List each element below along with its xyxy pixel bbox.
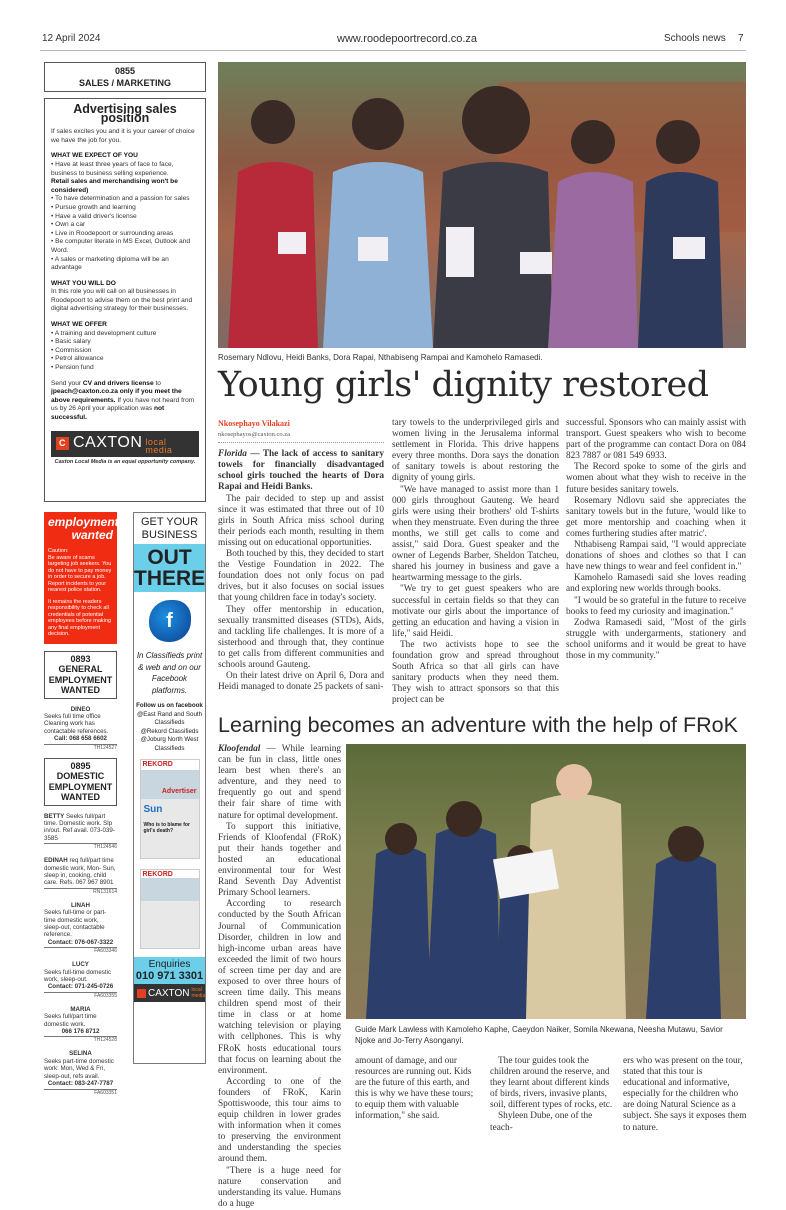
listing-ref: TH124527: [44, 744, 117, 751]
paragraph: On their latest drive on April 6, Dora and Heidi managed to donate 25 packets of sani-: [218, 671, 384, 693]
expect-item: • Own a car: [51, 221, 86, 229]
dateline: Florida: [218, 449, 247, 460]
paragraph: tary towels to the underprivileged girls and women living in the Jerusalema informal settlement in Florida. This drive happens every three months. Dora says the donation of sanitary towels is about restoring the dignity of young girls.: [392, 418, 559, 484]
section-name: Schools news: [664, 33, 726, 44]
paper-title: Sun: [143, 804, 163, 815]
expect-note: Retail sales and merchandising won't be considered): [51, 178, 178, 194]
listing-ref: FA603351: [44, 1089, 117, 1096]
listing-text: Seeks full/part time domestic work.: [44, 1013, 97, 1028]
caxton-sub: local media: [191, 987, 206, 999]
listing-text: Seeks full-time or part-time domestic work, sleep-out, contactable reference.: [44, 909, 107, 939]
listing-ref: RN131614: [44, 888, 117, 895]
listing-text: Seeks full-time domestic work, sleep-out.: [44, 968, 112, 984]
caxton-sub: local media: [145, 436, 173, 456]
listing-text: Seeks full/part time. Domestic work. Slp in/out. Ref avail. 073-039-3585: [44, 812, 115, 842]
paragraph: Nthabiseng Rampai said, "I would appreciate donations of shoes and clothes so that I can have new things to wear and feel confident in.": [566, 540, 746, 573]
caxton-wordmark: CAXTON: [73, 434, 143, 452]
paper-title: Advertiser: [161, 788, 197, 795]
advertising-sales-ad: [44, 98, 206, 502]
paragraph: According to one of the founders of FRoK, Karin Spottiswoode, this tour aims to equip children in lower grades with information when it comes to preserving the environment and understanding the species around them.: [218, 1076, 341, 1165]
article2-column-3: [490, 1056, 614, 1134]
send-text: Send your: [51, 379, 83, 387]
send-text: not successful.: [51, 405, 165, 421]
paragraph: ers who was present on the tour, stated that this tour is educational and informative, especially for the children who are doing Natural Science as a subject. She says it exposes them to nature.: [623, 1056, 747, 1133]
paragraph: Zodwa Ramasedi said, "Most of the girls struggle with undergarments, stationery and school uniforms and it would be great to have those in my community.": [566, 617, 746, 661]
equal-opportunity: Caxton Local Media is an equal opportunity company.: [54, 458, 196, 465]
listing-text: Seeks part-time domestic work: Mon, Wed & Fri, sleep-out, refs avail.: [44, 1057, 114, 1080]
photo-caption: Rosemary Ndlovu, Heidi Banks, Dora Rapai, Nthabiseng Rampai and Kamohelo Ramasedi.: [218, 353, 543, 362]
article2-column-4: [623, 1056, 747, 1134]
emp-title: wanted: [71, 528, 113, 542]
paragraph: The pair decided to step up and assist since it was estimated that three out of 10 girls in South Africa miss school during their periods each month, resulting in them missing out on educational opportunities.: [218, 493, 384, 548]
issue-date: 12 April 2024: [42, 33, 101, 44]
send-text: If you have not heard from us by 26 April your application was: [51, 396, 195, 413]
paragraph: The two activists hope to see the foundation grow and spread throughout South Africa so that all girls can have sanitary products when they need them. They wish to attract sponsors so that this project can be: [392, 639, 559, 706]
send-text: to: [153, 379, 161, 387]
paragraph: The Record spoke to some of the girls and women about what they wish to receive in the future besides sanitary towels.: [566, 462, 746, 495]
article1-column-1: [218, 418, 384, 693]
listing-ref: FA603346: [44, 947, 117, 954]
paragraph: Rosemary Ndlovu said she appreciates the sanitary towels but in the future, 'would like to get more mentorship and coaching when it comes furthering studies after matric'.: [566, 495, 746, 539]
caxton-wordmark: CAXTON: [148, 987, 190, 999]
apply-email[interactable]: jpeach@caxton.co.za only if you meet the above requirements.: [51, 388, 182, 404]
expect-item: • Have a valid driver's license: [51, 212, 137, 220]
expect-item: • Pursue growth and learning: [51, 203, 136, 211]
offer-heading: WHAT WE OFFER: [51, 321, 107, 329]
domestic-employment-heading: 0895 DOMESTIC EMPLOYMENT WANTED: [44, 758, 117, 806]
listing-name: LUCY: [72, 961, 89, 969]
offer-item: • Basic salary: [51, 338, 91, 346]
paper-headline: Who is to blame for girl's death?: [143, 822, 190, 834]
facebook-icon[interactable]: f: [149, 600, 191, 642]
site-url[interactable]: www.roodepoortrecord.co.za: [337, 33, 478, 45]
paragraph: "We have managed to assist more than 1 000 girls throughout Gauteng. We heard girls were using their brothers' old T-shirts when they menstruate. Even during the three months, we still get calls to come and assist," said Dora. Guest speaker and the owner of Legends Barber, Sheldon Tatcheu, shared his journey in business and gave a heartwarming message to the girls.: [392, 484, 559, 584]
listing-name: MARIA: [70, 1005, 91, 1013]
listing-text: req full/part time domestic work, Mon- Sun, sleep in, cooking, child care. Refs. 067 967 8901: [44, 857, 116, 887]
article1-column-2: [392, 418, 559, 706]
paper-title: REKORD: [142, 871, 173, 878]
listing-contact: Contact: 083-247-7787: [47, 1080, 114, 1088]
do-text: In this role you will call on all businesses in Roodepoort to advise them on the best print and digital advertising strategy for their businesses.: [51, 288, 193, 313]
sales-marketing-heading: 0855 SALES / MARKETING: [44, 62, 206, 92]
promo-italic: In Classifieds print & web and on our Facebook platforms.: [136, 651, 203, 695]
photo-guide-with-children: [346, 744, 746, 1019]
listing-contact: Contact: 076-067-3322: [47, 938, 114, 946]
header-rule: [40, 50, 746, 51]
article1-column-3: [566, 418, 746, 662]
caxton-mark-icon: C: [56, 437, 69, 450]
enquiries-phone[interactable]: 010 971 3301: [135, 970, 204, 982]
byline-email[interactable]: nkosephayos@caxton.co.za: [218, 429, 384, 443]
expect-item: • A sales or marketing diploma will be an advantage: [51, 255, 169, 272]
paragraph: successful. Sponsors who can mainly assist with transport. Guest speakers who wish to become part of the programme can contact Dora on 084 823 7887 or 081 549 6933.: [566, 418, 746, 462]
emp-title: employment: [48, 515, 119, 529]
listing-text: Seeks full time office Cleaning work has contactable references.: [44, 712, 109, 735]
do-heading: WHAT YOU WILL DO: [51, 279, 116, 287]
listing-ref: FA603355: [44, 992, 117, 999]
expect-item: • To have determination and a passion for sales: [51, 195, 190, 203]
headline: Young girls' dignity restored: [218, 365, 709, 405]
offer-item: • A training and development culture: [51, 329, 157, 337]
listing-name: LINAH: [71, 901, 90, 909]
caxton-logo: [51, 431, 199, 457]
photo-caption-2: Guide Mark Lawless with Kamoleho Kaphe, Caeydon Naiker, Somila Nkewana, Neesha Mutawu, Savior Njoke and Jo-Terry Asonganyi.: [355, 1025, 723, 1045]
ad-title: Advertising sales position: [73, 102, 177, 125]
ad-intro: If sales excites you and it is your career of choice we have the job for you.: [51, 128, 195, 144]
expect-item: • Live in Roodepoort or surrounding areas: [51, 229, 174, 237]
paragraph: Shyleen Dube, one of the teach-: [490, 1111, 593, 1133]
listing-contact: Contact: 071-245-0726: [47, 983, 114, 991]
expect-heading: WHAT WE EXPECT OF YOU: [51, 152, 138, 160]
photo-illustration: [218, 62, 746, 348]
expect-item: • Have at least three years of face to face, business to business selling experience.: [51, 160, 174, 177]
article2: [0, 710, 786, 1209]
article2-column-1: [218, 744, 341, 1210]
listing-name: DINEO: [70, 705, 91, 713]
paragraph: "We try to get guest speakers who are successful in certain fields so that they can motivate our girls about the importance of getting an education and having a vision in life," said Heidi.: [392, 584, 559, 639]
enquiries-label: Enquiries: [148, 959, 191, 970]
lead-text: — The lack of access to sanitary towels for financially disadvantaged school girls touched the hearts of Dora Rapai and Heidi Banks.: [218, 449, 384, 493]
byline: Nkosephayo Vilakazi: [218, 419, 290, 428]
employment-wanted-banner: [44, 512, 117, 644]
paragraph: The tour guides took the children around the reserve, and they learnt about different kinds of birds, rivers, invasive plants, soil, different types of rocks, etc.: [490, 1056, 613, 1111]
listing-name: SELINA: [69, 1050, 92, 1058]
photo-illustration: [346, 744, 746, 1019]
expect-item: • Be computer literate in MS Excel, Outlook and Word.: [51, 238, 191, 254]
promo-out-there: OUT THERE: [134, 546, 206, 590]
offer-item: • Pension fund: [51, 364, 94, 372]
lead-text: — While learning can be fun in class, little ones learn best when there's an adventure, and they need to frequently go out and spend their fair share of time with nature for optimal development.: [218, 744, 341, 821]
paragraph: They offer mentorship in education, sexually transmitted diseases (STDs), Aids, and tackling life challenges. It is more of a sisterhood and through that, they continue to get calls from different communities and schools around Gauteng.: [218, 604, 384, 670]
facebook-pages[interactable]: @East Rand and South Classifieds @Rekord Classifieds @Joburg North West Classifieds: [136, 710, 203, 752]
paragraph: "I would be so grateful in the future to receive books to feed my curiosity and imagination.": [566, 595, 746, 617]
headline-2: Learning becomes an adventure with the help of FRoK: [218, 713, 738, 737]
paragraph: amount of damage, and our resources are running out. Kids are the future of this earth, and this is why we have these tours; to equip them with valuable information," she said.: [355, 1056, 474, 1122]
lead-paragraph: [218, 449, 384, 493]
responsibility-note: It remains the readers responsibility to check all credentials of potential employees before making any final employment decision.: [48, 598, 111, 637]
promo-get-your-business: GET YOUR BUSINESS: [140, 516, 199, 541]
listing-name: BETTY: [44, 812, 65, 820]
listing-ref: TH124546: [44, 843, 117, 850]
paragraph: To support this initiative, Friends of Kloofendal (FRoK) put their hands together and hosted an educational environmental tour for West Rand Seventh Day Adventist Primary School learners.: [218, 821, 341, 899]
lead-paragraph: [218, 744, 341, 822]
offer-item: • Petrol allowance: [51, 355, 104, 363]
paragraph: "There is a huge need for nature conservation and understanding its value. Humans do a huge: [218, 1165, 341, 1209]
paper-title: REKORD: [142, 761, 173, 768]
page-number: 7: [738, 33, 744, 44]
send-text: CV and drivers license: [82, 379, 154, 387]
follow-label: Follow us on facebook: [136, 702, 203, 709]
general-employment-heading: 0893 GENERAL EMPLOYMENT WANTED: [44, 651, 117, 699]
listing-name: EDINAH: [44, 857, 68, 865]
listing-ref: TH124528: [44, 1036, 117, 1043]
send-cv-text: [51, 380, 199, 423]
listing-contact: Call: 068 658 6602: [54, 735, 107, 743]
paragraph: Both touched by this, they decided to start the Vestige Foundation in 2022. The foundation does not only focus on pad drives, but it also focuses on social issues that young children face in today's society.: [218, 549, 384, 604]
paragraph: Kamohelo Ramasedi said she loves reading and exploring new worlds through books.: [566, 573, 746, 595]
dateline: Kloofendal: [218, 744, 261, 754]
offer-item: • Commission: [51, 346, 92, 354]
paragraph: According to research conducted by the South African Journal of Communication Disorder, children in low and high-income urban areas have exceeded the limit of two hours of screen time per day and are exposed to over three hours of screen time daily. This means children spend most of their time in class or at home watching television or playing with cellphones. This is why FRoK hosts educational tours that focus on learning about the environment.: [218, 899, 341, 1076]
photo-women-with-sanitary-packs: [218, 62, 746, 348]
listing-contact: 066 176 8712: [61, 1028, 100, 1036]
caution-text: Caution: Be aware of scams targeting job seekers. You do not have to pay money in order to secure a job. Report incidents to your nearest police station.: [48, 548, 112, 593]
